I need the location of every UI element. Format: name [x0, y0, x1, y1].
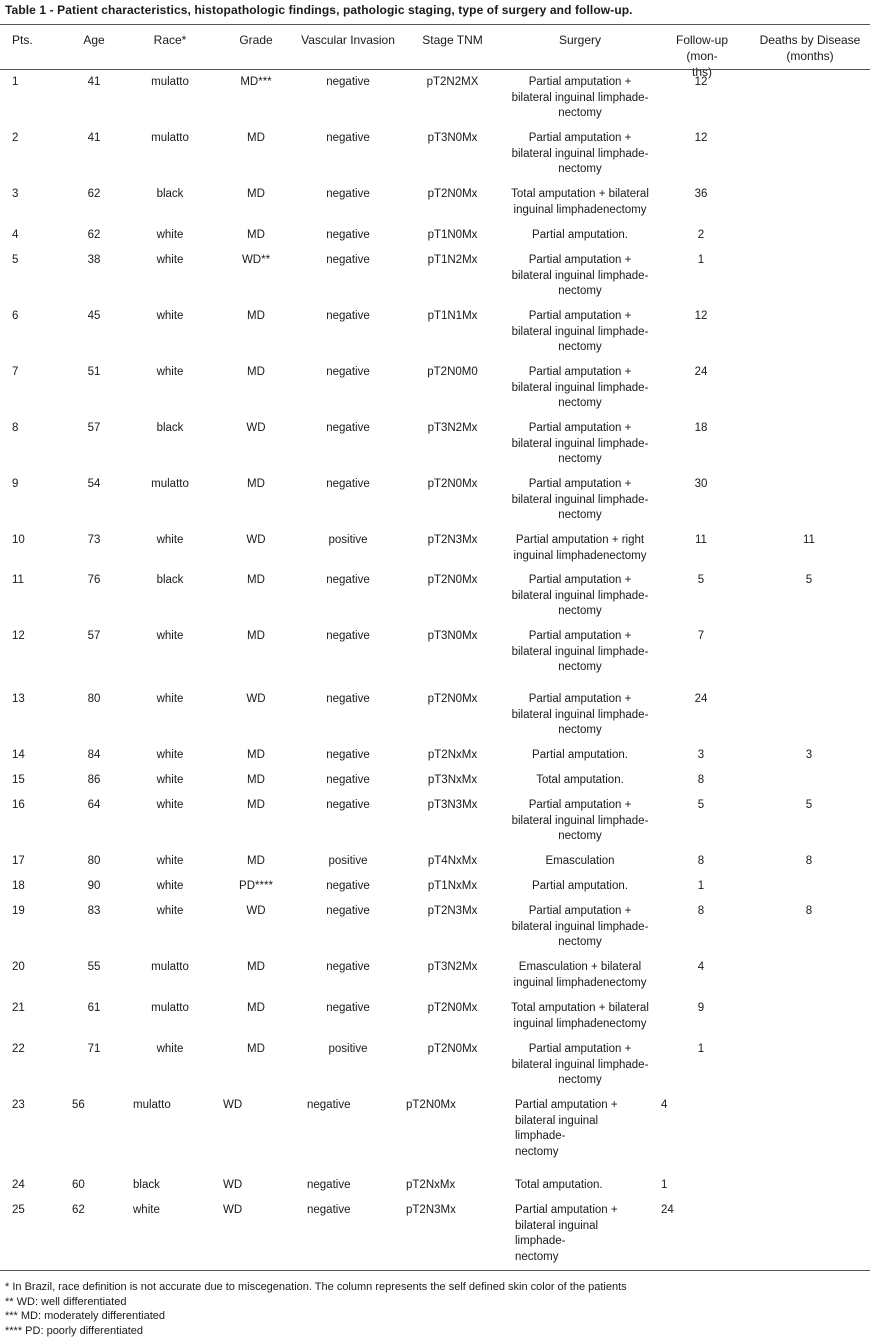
cell-vascular: negative	[326, 478, 370, 490]
cell-stage: pT1N0Mx	[427, 229, 478, 241]
cell-age: 80	[87, 693, 101, 705]
cell-pts: 3	[12, 188, 19, 200]
cell-grade: MD	[247, 229, 265, 241]
surgery-line: inguinal limphadenectomy	[513, 1017, 647, 1030]
cell-vascular: negative	[326, 254, 370, 266]
header-surgery: Surgery	[558, 33, 602, 47]
cell-race: white	[156, 630, 184, 642]
cell-age: 51	[87, 366, 101, 378]
cell-grade: WD	[246, 534, 266, 546]
cell-surgery	[502, 879, 658, 895]
cell-stage: pT1NxMx	[427, 880, 478, 892]
cell-surgery	[515, 1098, 645, 1161]
cell-age: 62	[87, 229, 101, 241]
surgery-line: bilateral inguinal limphade-	[515, 1114, 599, 1143]
surgery-line: Partial amputation +	[528, 574, 632, 586]
surgery-line: bilateral inguinal limphade-	[511, 493, 649, 506]
cell-vascular: negative	[307, 1099, 351, 1111]
cell-grade: WD**	[241, 254, 271, 266]
cell-followup: 36	[694, 188, 708, 200]
cell-followup: 3	[697, 749, 705, 761]
cell-vascular: negative	[326, 774, 370, 786]
cell-race: mulatto	[151, 478, 189, 490]
cell-grade: MD	[247, 366, 265, 378]
cell-stage: pT2N0Mx	[427, 188, 478, 200]
cell-followup: 1	[697, 254, 705, 266]
cell-vascular: negative	[326, 630, 370, 642]
cell-race: white	[156, 749, 184, 761]
cell-race: mulatto	[151, 76, 189, 88]
surgery-line: Partial amputation +	[528, 132, 632, 144]
cell-race: white	[156, 534, 184, 546]
cell-surgery	[515, 1178, 645, 1194]
cell-followup: 8	[697, 774, 705, 786]
cell-followup: 9	[697, 1002, 705, 1014]
surgery-line: bilateral inguinal limphade-	[511, 269, 649, 282]
cell-followup: 30	[694, 478, 708, 490]
cell-surgery	[502, 854, 658, 870]
cell-deaths: 5	[805, 574, 813, 586]
cell-age: 73	[87, 534, 101, 546]
surgery-line: Partial amputation +	[515, 1204, 618, 1216]
cell-stage: pT3N0Mx	[427, 132, 478, 144]
cell-surgery	[502, 1042, 658, 1089]
cell-age: 61	[87, 1002, 101, 1014]
header-follow-up	[660, 32, 744, 80]
cell-surgery	[502, 533, 658, 564]
cell-vascular: negative	[326, 422, 370, 434]
cell-deaths: 8	[805, 905, 813, 917]
cell-age: 38	[87, 254, 101, 266]
cell-followup: 8	[697, 905, 705, 917]
surgery-line: nectomy	[558, 341, 602, 354]
cell-stage: pT2N0M0	[427, 366, 478, 378]
cell-stage: pT3N2Mx	[427, 961, 478, 973]
cell-age: 41	[87, 76, 101, 88]
cell-pts: 13	[12, 693, 25, 705]
cell-vascular: negative	[307, 1179, 351, 1191]
surgery-line: bilateral inguinal limphade-	[511, 814, 649, 827]
cell-surgery	[515, 1203, 645, 1266]
cell-age: 83	[87, 905, 101, 917]
cell-pts: 16	[12, 799, 25, 811]
cell-stage: pT2NxMx	[427, 749, 478, 761]
surgery-line: bilateral inguinal limphade-	[515, 1219, 599, 1248]
cell-stage: pT2N0Mx	[427, 1043, 478, 1055]
cell-age: 54	[87, 478, 101, 490]
cell-followup: 8	[697, 855, 705, 867]
cell-age: 56	[72, 1099, 85, 1111]
cell-surgery	[502, 477, 658, 524]
cell-race: black	[156, 188, 184, 200]
cell-followup: 12	[694, 310, 708, 322]
cell-pts: 17	[12, 855, 25, 867]
footnote-race: * In Brazil, race definition is not accurate due to miscegenation. The column represents the self defined skin color of the patients	[5, 1281, 627, 1293]
surgery-line: Partial amputation +	[528, 478, 632, 490]
surgery-line: Partial amputation +	[528, 76, 632, 88]
cell-race: white	[156, 693, 184, 705]
cell-followup: 12	[694, 132, 708, 144]
header-race: Race*	[153, 33, 187, 47]
surgery-line: nectomy	[558, 163, 602, 176]
surgery-line: bilateral inguinal limphade-	[511, 708, 649, 721]
cell-stage: pT3N0Mx	[427, 630, 478, 642]
cell-pts: 10	[12, 534, 25, 546]
surgery-line: nectomy	[558, 453, 602, 466]
surgery-line: inguinal limphadenectomy	[513, 976, 647, 989]
cell-pts: 9	[12, 478, 19, 490]
cell-grade: MD	[247, 749, 265, 761]
cell-grade: MD	[247, 132, 265, 144]
surgery-line: Partial amputation.	[532, 229, 628, 241]
cell-grade: MD	[247, 310, 265, 322]
surgery-line: bilateral inguinal limphade-	[511, 645, 649, 658]
cell-grade: WD	[246, 422, 266, 434]
cell-followup: 18	[694, 422, 708, 434]
cell-vascular: positive	[328, 534, 368, 546]
cell-age: 55	[87, 961, 101, 973]
surgery-line: bilateral inguinal limphade-	[511, 437, 649, 450]
cell-surgery	[502, 773, 658, 789]
surgery-line: nectomy	[558, 661, 602, 674]
cell-followup: 2	[697, 229, 705, 241]
cell-grade: WD	[223, 1099, 243, 1111]
surgery-line: nectomy	[558, 285, 602, 298]
cell-race: black	[133, 1179, 160, 1191]
cell-stage: pT3N3Mx	[427, 799, 478, 811]
cell-stage: pT3NxMx	[427, 774, 478, 786]
cell-followup: 24	[661, 1204, 674, 1216]
cell-followup: 4	[661, 1099, 668, 1111]
cell-age: 84	[87, 749, 101, 761]
cell-pts: 20	[12, 961, 25, 973]
surgery-line: nectomy	[558, 724, 602, 737]
footnote-md: *** MD: moderately differentiated	[5, 1310, 165, 1322]
cell-race: mulatto	[133, 1099, 171, 1111]
surgery-line: bilateral inguinal limphade-	[511, 325, 649, 338]
cell-deaths: 8	[805, 855, 813, 867]
cell-followup: 24	[694, 366, 708, 378]
footnote-wd: ** WD: well differentiated	[5, 1295, 127, 1308]
cell-vascular: negative	[326, 749, 370, 761]
cell-race: white	[156, 799, 184, 811]
cell-vascular: negative	[326, 799, 370, 811]
cell-race: white	[133, 1204, 160, 1216]
cell-stage: pT2N3Mx	[427, 534, 478, 546]
surgery-line: Partial amputation +	[528, 254, 632, 266]
footnote-pd: **** PD: poorly differentiated	[5, 1324, 143, 1337]
cell-surgery	[502, 573, 658, 620]
cell-stage: pT2NxMx	[406, 1179, 456, 1191]
surgery-line: nectomy	[558, 397, 602, 410]
cell-grade: MD	[247, 478, 265, 490]
cell-followup: 24	[694, 693, 708, 705]
surgery-line: Partial amputation +	[528, 693, 632, 705]
cell-grade: MD	[247, 1002, 265, 1014]
surgery-line: bilateral inguinal limphade-	[511, 91, 649, 104]
surgery-line: Partial amputation +	[528, 1043, 632, 1055]
cell-age: 71	[87, 1043, 101, 1055]
table-top-rule	[0, 24, 870, 25]
cell-pts: 18	[12, 880, 25, 892]
surgery-line: Partial amputation + right	[515, 534, 645, 546]
table-header-rule	[0, 69, 870, 70]
cell-age: 64	[87, 799, 101, 811]
cell-vascular: positive	[328, 855, 368, 867]
cell-surgery	[502, 798, 658, 845]
cell-stage: pT2N0Mx	[427, 478, 478, 490]
cell-vascular: negative	[326, 1002, 370, 1014]
cell-pts: 21	[12, 1002, 25, 1014]
cell-age: 41	[87, 132, 101, 144]
surgery-line: bilateral inguinal limphade-	[511, 1058, 649, 1071]
table-caption: Table 1 - Patient characteristics, histopathologic findings, pathologic staging, type of surgery and follow-up.	[5, 3, 633, 17]
header-age: Age	[83, 33, 105, 47]
cell-surgery	[502, 309, 658, 356]
surgery-line: Emasculation + bilateral	[518, 961, 642, 973]
cell-race: white	[156, 774, 184, 786]
cell-vascular: negative	[326, 905, 370, 917]
cell-surgery	[502, 131, 658, 178]
cell-followup: 1	[697, 880, 705, 892]
cell-race: white	[156, 880, 184, 892]
cell-age: 62	[72, 1204, 85, 1216]
cell-pts: 11	[12, 574, 24, 586]
cell-race: white	[156, 310, 184, 322]
cell-stage: pT4NxMx	[427, 855, 478, 867]
surgery-line: Partial amputation +	[528, 905, 632, 917]
cell-pts: 14	[12, 749, 25, 761]
cell-age: 45	[87, 310, 101, 322]
header-deaths-by-disease	[752, 32, 868, 64]
cell-surgery	[502, 75, 658, 122]
cell-age: 57	[87, 630, 101, 642]
cell-surgery	[502, 904, 658, 951]
surgery-line: Total amputation + bilateral	[511, 1002, 649, 1014]
surgery-line: bilateral inguinal limphade-	[511, 589, 649, 602]
surgery-line: nectomy	[515, 1146, 559, 1159]
cell-race: white	[156, 1043, 184, 1055]
cell-vascular: negative	[326, 76, 370, 88]
surgery-line: nectomy	[558, 936, 602, 949]
cell-pts: 15	[12, 774, 25, 786]
cell-grade: WD	[223, 1179, 243, 1191]
cell-vascular: negative	[326, 961, 370, 973]
cell-followup: 5	[697, 799, 705, 811]
cell-grade: MD	[247, 188, 265, 200]
cell-stage: pT2N0Mx	[406, 1099, 456, 1111]
cell-age: 86	[87, 774, 101, 786]
cell-surgery	[502, 421, 658, 468]
cell-race: mulatto	[151, 1002, 189, 1014]
cell-race: white	[156, 905, 184, 917]
cell-pts: 2	[12, 132, 19, 144]
cell-surgery	[502, 692, 658, 739]
cell-surgery	[502, 187, 658, 218]
cell-age: 60	[72, 1179, 85, 1191]
cell-race: white	[156, 229, 184, 241]
cell-race: black	[156, 422, 184, 434]
surgery-line: inguinal limphadenectomy	[513, 203, 647, 216]
cell-surgery	[502, 1001, 658, 1032]
cell-vascular: negative	[326, 574, 370, 586]
header-deaths-line1: Deaths by Disease	[759, 33, 861, 47]
surgery-line: Total amputation.	[536, 774, 624, 786]
cell-age: 62	[87, 188, 101, 200]
cell-grade: MD	[247, 1043, 265, 1055]
surgery-line: Total amputation.	[515, 1179, 603, 1191]
cell-pts: 19	[12, 905, 25, 917]
cell-vascular: negative	[326, 229, 370, 241]
cell-age: 76	[87, 574, 101, 586]
surgery-line: nectomy	[558, 830, 602, 843]
cell-stage: pT2N3Mx	[427, 905, 478, 917]
cell-vascular: positive	[328, 1043, 368, 1055]
surgery-line: bilateral inguinal limphade-	[511, 147, 649, 160]
surgery-line: Partial amputation +	[515, 1099, 618, 1111]
cell-followup: 12	[694, 76, 708, 88]
cell-surgery	[502, 629, 658, 676]
cell-stage: pT1N2Mx	[427, 254, 478, 266]
cell-stage: pT2N0Mx	[427, 693, 478, 705]
header-deaths-line2: (months)	[786, 49, 834, 63]
cell-pts: 12	[12, 630, 25, 642]
cell-pts: 5	[12, 254, 19, 266]
cell-race: mulatto	[151, 961, 189, 973]
cell-stage: pT2N3Mx	[406, 1204, 456, 1216]
surgery-line: Total amputation + bilateral	[511, 188, 649, 200]
surgery-line: nectomy	[515, 1251, 559, 1264]
cell-stage: pT1N1Mx	[427, 310, 478, 322]
cell-grade: WD	[246, 905, 266, 917]
cell-grade: WD	[246, 693, 266, 705]
cell-pts: 6	[12, 310, 19, 322]
cell-surgery	[502, 748, 658, 764]
cell-race: mulatto	[151, 132, 189, 144]
surgery-line: nectomy	[558, 1074, 602, 1087]
cell-followup: 5	[697, 574, 705, 586]
cell-grade: WD	[223, 1204, 243, 1216]
surgery-line: bilateral inguinal limphade-	[511, 381, 649, 394]
table-bottom-rule	[0, 1270, 870, 1271]
cell-pts: 24	[12, 1179, 25, 1191]
surgery-line: nectomy	[558, 107, 602, 120]
cell-grade: MD	[247, 774, 265, 786]
cell-followup: 1	[661, 1179, 668, 1191]
surgery-line: Partial amputation +	[528, 422, 632, 434]
surgery-line: Partial amputation.	[532, 749, 628, 761]
cell-deaths: 11	[803, 534, 815, 546]
cell-vascular: negative	[326, 310, 370, 322]
cell-pts: 25	[12, 1204, 25, 1216]
cell-followup: 1	[697, 1043, 705, 1055]
cell-grade: MD	[247, 855, 265, 867]
cell-grade: MD	[247, 630, 265, 642]
cell-age: 80	[87, 855, 101, 867]
cell-age: 57	[87, 422, 101, 434]
surgery-line: Partial amputation +	[528, 310, 632, 322]
cell-race: black	[156, 574, 184, 586]
cell-surgery	[502, 365, 658, 412]
cell-stage: pT2N0Mx	[427, 1002, 478, 1014]
cell-followup: 4	[697, 961, 705, 973]
cell-grade: PD****	[239, 880, 273, 892]
cell-deaths: 5	[805, 799, 813, 811]
cell-stage: pT2N0Mx	[427, 574, 478, 586]
cell-stage: pT2N2MX	[426, 76, 479, 88]
cell-race: white	[156, 855, 184, 867]
surgery-line: Partial amputation +	[528, 630, 632, 642]
cell-vascular: negative	[326, 132, 370, 144]
surgery-line: Partial amputation +	[528, 366, 632, 378]
surgery-line: inguinal limphadenectomy	[513, 549, 647, 562]
cell-grade: MD	[247, 574, 265, 586]
header-stage-tnm: Stage TNM	[422, 33, 483, 47]
cell-grade: MD	[247, 799, 265, 811]
surgery-line: Partial amputation.	[532, 880, 628, 892]
footnotes	[5, 1280, 627, 1338]
cell-grade: MD	[247, 961, 265, 973]
cell-age: 90	[87, 880, 101, 892]
cell-race: white	[156, 254, 184, 266]
surgery-line: nectomy	[558, 509, 602, 522]
cell-pts: 22	[12, 1043, 25, 1055]
cell-pts: 1	[12, 76, 19, 88]
header-grade: Grade	[239, 33, 273, 47]
header-follow-up-line1: Follow-up (mon-	[675, 33, 729, 63]
cell-surgery	[502, 228, 658, 244]
cell-pts: 7	[12, 366, 19, 378]
cell-pts: 8	[12, 422, 19, 434]
cell-followup: 11	[695, 534, 707, 546]
cell-race: white	[156, 366, 184, 378]
cell-pts: 23	[12, 1099, 25, 1111]
cell-surgery	[502, 960, 658, 991]
cell-vascular: negative	[326, 693, 370, 705]
header-vascular-invasion: Vascular Invasion	[301, 33, 395, 47]
cell-pts: 4	[12, 229, 19, 241]
header-follow-up-line2: ths)	[691, 65, 712, 79]
cell-stage: pT3N2Mx	[427, 422, 478, 434]
cell-vascular: negative	[307, 1204, 351, 1216]
cell-deaths: 3	[805, 749, 813, 761]
cell-vascular: negative	[326, 366, 370, 378]
surgery-line: Emasculation	[545, 855, 615, 867]
cell-followup: 7	[697, 630, 705, 642]
cell-vascular: negative	[326, 880, 370, 892]
cell-grade: MD***	[240, 76, 272, 88]
cell-vascular: negative	[326, 188, 370, 200]
cell-surgery	[502, 253, 658, 300]
surgery-line: Partial amputation +	[528, 799, 632, 811]
surgery-line: bilateral inguinal limphade-	[511, 920, 649, 933]
surgery-line: nectomy	[558, 605, 602, 618]
header-pts: Pts.	[12, 33, 33, 47]
